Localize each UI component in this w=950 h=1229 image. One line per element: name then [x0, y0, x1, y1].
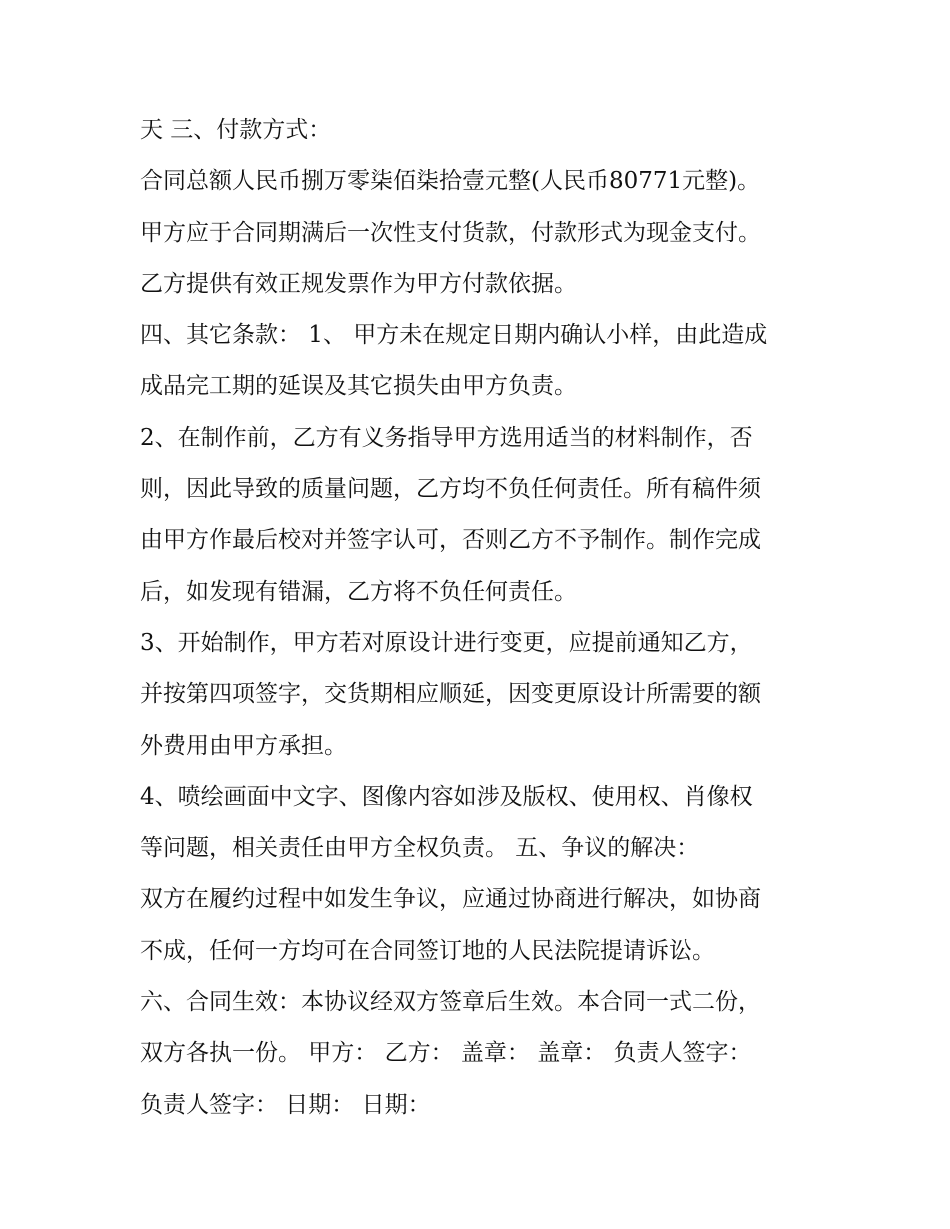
text-line: 双方各执一份。 甲方： 乙方： 盖章： 盖章： 负责人签字：: [140, 1040, 752, 1067]
text-line: 负责人签字： 日期： 日期：: [140, 1091, 431, 1118]
text-line: 3、开始制作，甲方若对原设计进行变更，应提前通知乙方，: [140, 629, 753, 656]
text-line: 甲方应于合同期满后一次性支付货款，付款形式为现金支付。: [140, 219, 761, 246]
text-line: 并按第四项签字，交货期相应顺延，因变更原设计所需要的额: [140, 681, 761, 708]
text-line: 等问题，相关责任由甲方全权负责。 五、争议的解决：: [140, 835, 700, 862]
text-line: 不成，任何一方均可在合同签订地的人民法院提请诉讼。: [140, 937, 715, 964]
text-line: 由甲方作最后校对并签字认可，否则乙方不予制作。制作完成: [140, 527, 761, 554]
text-line: 合同总额人民币捌万零柒佰柒拾壹元整(人民币80771元整)。: [140, 168, 761, 195]
text-line: 则，因此导致的质量问题，乙方均不负任何责任。所有稿件须: [140, 476, 761, 503]
text-line: 外费用由甲方承担。: [140, 732, 347, 759]
contract-body: [140, 111, 830, 1137]
text-line: 乙方提供有效正规发票作为甲方付款依据。: [140, 270, 577, 297]
text-line: 4、喷绘画面中文字、图像内容如涉及版权、使用权、肖像权: [140, 783, 753, 810]
text-line: 成品完工期的延误及其它损失由甲方负责。: [140, 373, 577, 400]
text-line: 双方在履约过程中如发生争议，应通过协商进行解决，如协商: [140, 886, 761, 913]
text-line: 后，如发现有错漏，乙方将不负任何责任。: [140, 578, 577, 605]
text-line: 2、在制作前，乙方有义务指导甲方选用适当的材料制作，否: [140, 424, 753, 451]
text-line: 四、其它条款： 1、 甲方未在规定日期内确认小样，由此造成: [140, 322, 768, 349]
text-line: 六、合同生效：本协议经双方签章后生效。本合同一式二份，: [140, 989, 761, 1016]
text-line: 天 三、付款方式：: [140, 117, 332, 143]
